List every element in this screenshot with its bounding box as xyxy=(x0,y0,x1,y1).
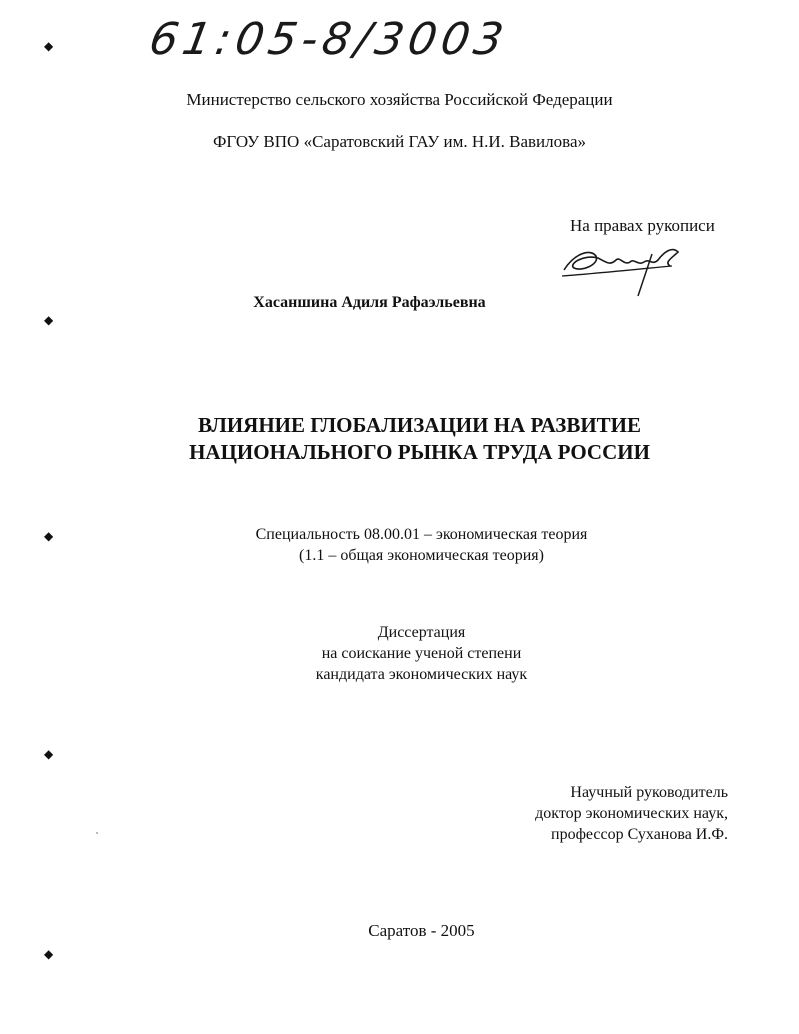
advisor-line-2: доктор экономических наук, xyxy=(535,805,728,822)
manuscript-rights-label: На правах рукописи xyxy=(570,216,715,235)
scan-speck xyxy=(96,832,98,834)
dissertation-block xyxy=(22,622,799,685)
binding-hole-mark-icon: ◆ xyxy=(44,947,54,961)
binding-hole-mark-icon: ◆ xyxy=(44,529,54,543)
dissertation-title xyxy=(20,412,799,466)
binding-hole-mark-icon: ◆ xyxy=(44,39,54,53)
dissertation-line-3: кандидата экономических наук xyxy=(315,666,528,683)
university-name: ФГОУ ВПО «Саратовский ГАУ им. Н.И. Вавилова» xyxy=(212,132,586,151)
specialty-line-1: Специальность 08.00.01 – экономическая теория xyxy=(255,526,588,543)
dissertation-line-1: Диссертация xyxy=(377,624,466,641)
scientific-advisor-block xyxy=(480,782,728,845)
title-line-2: НАЦИОНАЛЬНОГО РЫНКА ТРУДА РОССИИ xyxy=(189,440,650,464)
author-name: Хасаншина Адиля Рафаэльевна xyxy=(253,294,486,311)
specialty-line-2: (1.1 – общая экономическая теория) xyxy=(298,547,544,564)
advisor-line-1: Научный руководитель xyxy=(570,784,728,801)
specialty-block xyxy=(22,524,799,566)
binding-hole-mark-icon: ◆ xyxy=(44,313,54,327)
title-line-1: ВЛИЯНИЕ ГЛОБАЛИЗАЦИИ НА РАЗВИТИЕ xyxy=(197,413,642,437)
binding-hole-mark-icon: ◆ xyxy=(44,747,54,761)
handwritten-archive-code: 61:05-8/3003 xyxy=(145,14,512,65)
author-signature xyxy=(560,236,690,300)
ministry-name: Министерство сельского хозяйства Российской Федерации xyxy=(186,90,613,109)
dissertation-line-2: на соискание ученой степени xyxy=(321,645,522,662)
advisor-line-3: профессор Суханова И.Ф. xyxy=(551,826,728,843)
city-year: Саратов - 2005 xyxy=(368,921,475,940)
